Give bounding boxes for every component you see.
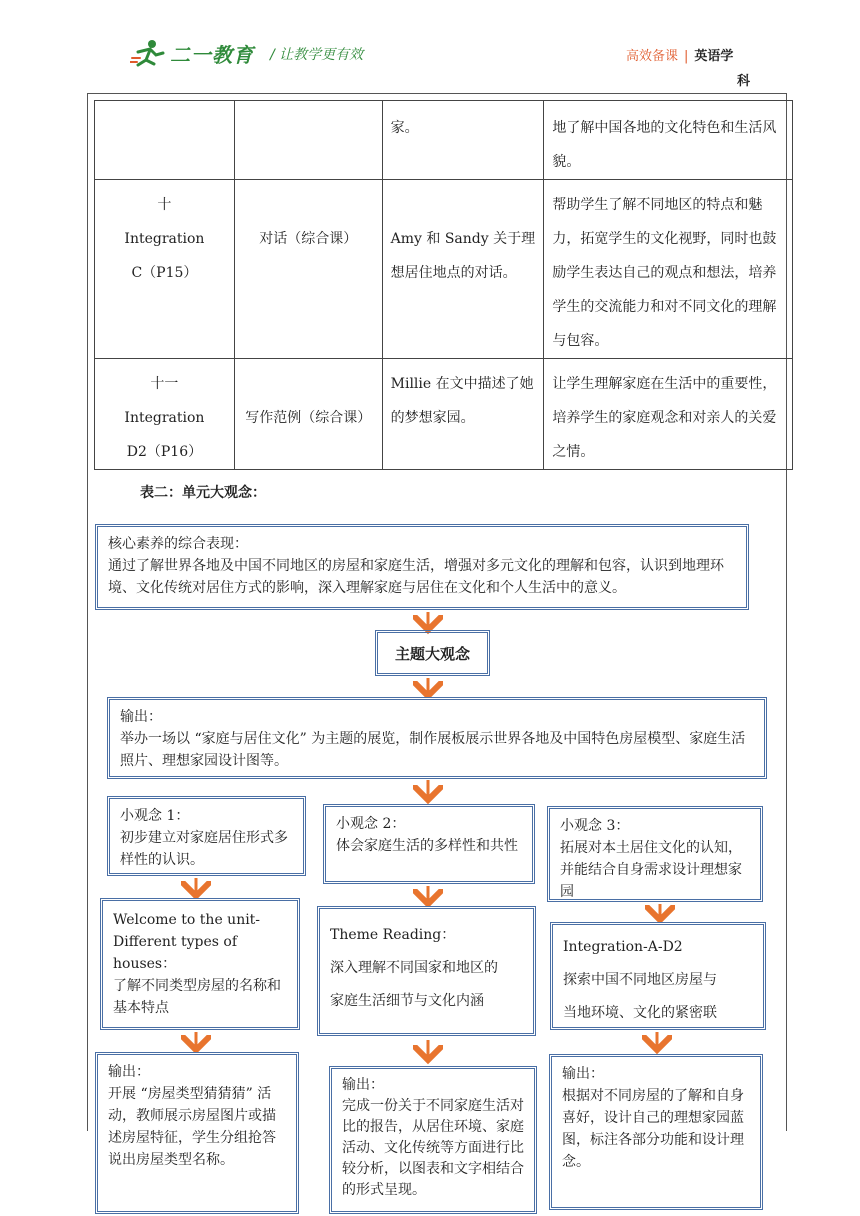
box-body: 通过了解世界各地及中国不同地区的房屋和家庭生活，增强对多元文化的理解和包容，认识到地理环境、文化传统对居住方式的影响，深入理解家庭与居住在文化和个人生活中的意义。 [108, 558, 724, 596]
lesson-number: 十一 [150, 376, 179, 392]
box-title: 小观念 2： [336, 816, 406, 832]
output-3-box [549, 1054, 763, 1210]
lesson-name: Integration [124, 410, 205, 426]
box-body: 举办一场以 “家庭与居住文化” 为主题的展览，制作展板展示世界各地及中国特色房屋模型、家庭生活照片、理想家园设计图等。 [120, 731, 746, 769]
box-title: 输出： [342, 1077, 384, 1093]
box-title: 小观念 3： [560, 818, 630, 834]
small-idea-3-box [547, 806, 763, 902]
theme-box [375, 630, 490, 676]
lesson-line: 家庭生活细节与文化内涵 [330, 993, 484, 1009]
small-idea-1-box [107, 796, 306, 876]
slogan: / 让教学更有效 [270, 47, 364, 63]
lesson-name: Integration [124, 231, 205, 247]
box-body: 体会家庭生活的多样性和共性 [336, 838, 518, 854]
lesson-line: 了解不同类型房屋的名称和基本特点 [113, 978, 281, 1016]
lesson-page: C（P15） [131, 265, 198, 281]
lesson-line: Integration-A-D2 [563, 939, 683, 955]
table-cell: 帮助学生了解不同地区的特点和魅力，拓宽学生的文化视野，同时也鼓励学生表达自己的观点和想法，培养学生的交流能力和对不同文化的理解与包容。 [544, 180, 793, 359]
table-cell: Millie 在文中描述了她的梦想家园。 [382, 359, 544, 470]
lesson-page: D2（P16） [126, 444, 203, 460]
lesson-line: 当地环境、文化的紧密联 [563, 1005, 717, 1021]
box-body: 根据对不同房屋的了解和自身喜好，设计自己的理想家园蓝图，标注各部分功能和设计理念。 [562, 1088, 744, 1170]
box-body: 完成一份关于不同家庭生活对比的报告，从居住环境、家庭活动、文化传统等方面进行比较分析，以图表和文字相结合的形式呈现。 [342, 1098, 524, 1198]
subject-label: 英语学 [694, 49, 734, 64]
lesson-line: 深入理解不同国家和地区的 [330, 960, 498, 976]
subject-label-cont: 科 [737, 74, 751, 89]
core-competency-box [95, 524, 749, 610]
table-cell: 地了解中国各地的文化特色和生活风貌。 [544, 101, 793, 180]
lesson-line: Theme Reading： [330, 927, 456, 943]
table-cell: 写作范例（综合课） [234, 359, 382, 470]
theme-title: 主题大观念 [394, 644, 470, 663]
box-title: 小观念 1： [120, 808, 190, 824]
box-body: 开展 “房屋类型猜猜猜” 活动，教师展示房屋图片或描述房屋特征，学生分组抢答说出房屋类型名称。 [108, 1086, 276, 1168]
small-idea-2-box [323, 804, 535, 884]
lesson-line: 探索中国不同地区房屋与 [563, 972, 717, 988]
table-cell: 对话（综合课） [234, 180, 382, 359]
tag-separator: | [684, 49, 689, 64]
lesson-1-box [100, 898, 300, 1030]
box-title: 核心素养的综合表现： [108, 536, 248, 552]
box-title: 输出： [562, 1066, 604, 1082]
box-title: 输出： [120, 709, 162, 725]
section-caption: 表二：单元大观念： [140, 485, 266, 501]
box-body: 初步建立对家庭居住形式多样性的认识。 [120, 830, 288, 868]
box-title: 输出： [108, 1064, 150, 1080]
tag-label: 高效备课 [626, 49, 679, 64]
lesson-3-box [550, 922, 766, 1030]
table-cell: Amy 和 Sandy 关于理想居住地点的对话。 [382, 180, 544, 359]
logo-text: 二一教育 [170, 42, 254, 67]
lesson-line: Welcome to the unit- [113, 912, 261, 928]
lesson-number: 十 [157, 197, 172, 213]
main-output-box [107, 697, 767, 779]
lesson-line: Different types of houses： [113, 934, 238, 972]
table-cell: 让学生理解家庭在生活中的重要性，培养学生的家庭观念和对亲人的关爱之情。 [544, 359, 793, 470]
output-2-box [329, 1066, 537, 1214]
output-1-box [95, 1052, 299, 1214]
lesson-2-box [317, 906, 536, 1036]
box-body: 拓展对本土居住文化的认知，并能结合自身需求设计理想家园 [560, 840, 742, 900]
table-cell: 家。 [382, 101, 544, 180]
